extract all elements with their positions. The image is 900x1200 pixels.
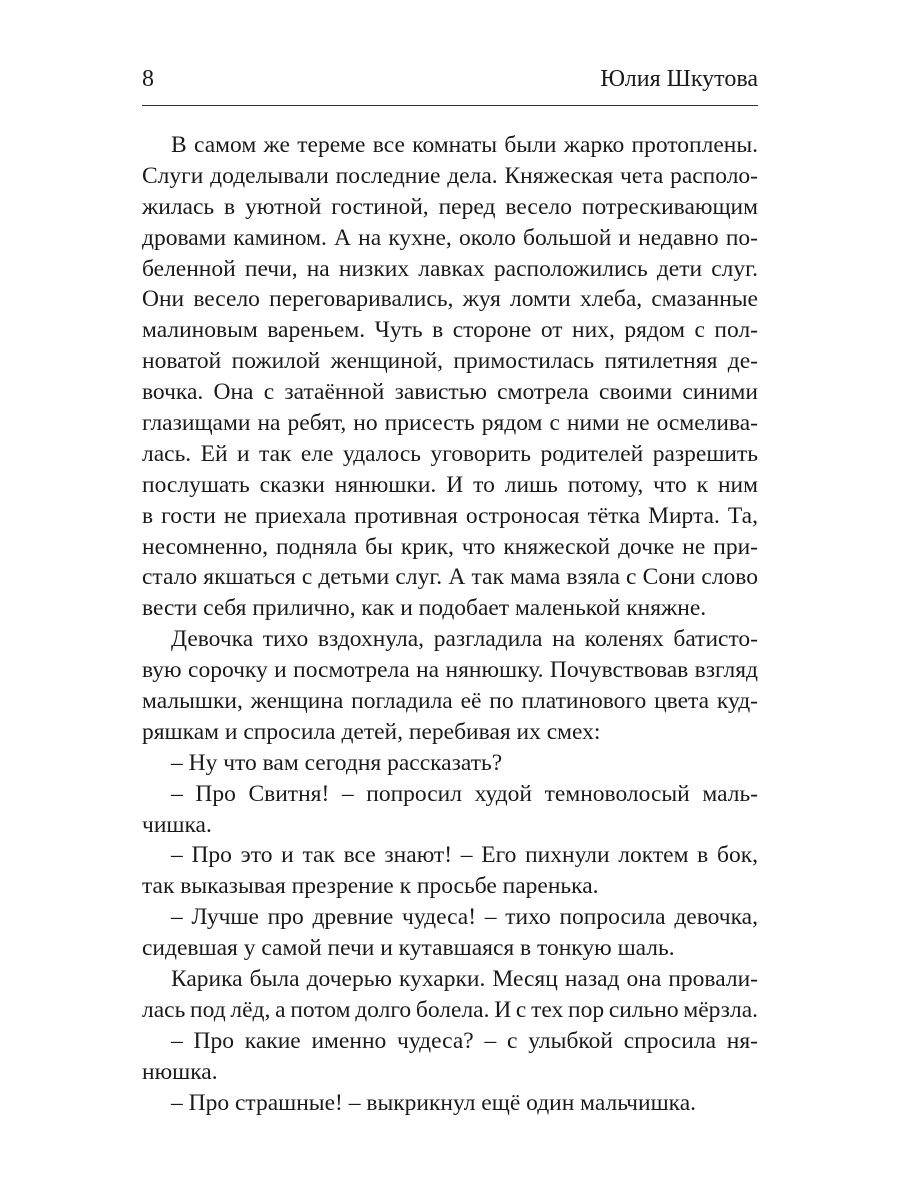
text-line-content: вести себя прилично, как и подобает маленькой княжне. — [142, 595, 707, 622]
text-line-content: – Ну что вам сегодня рассказать? — [171, 749, 503, 776]
text-line — [142, 315, 758, 346]
text-line — [142, 377, 758, 408]
text-line-content: в гости не приехала противная остроносая тётка Мирта. Та, — [142, 502, 758, 529]
text-line-content: Девочка тихо вздохнула, разгладила на коленях батисто- — [171, 626, 758, 653]
text-line — [142, 655, 758, 686]
page-header — [142, 66, 758, 98]
text-line-content: вочка. Она с затаённой завистью смотрела своими синими — [142, 379, 758, 406]
text-line-content: несомненно, подняла бы крик, что княжеской дочке не при- — [142, 533, 758, 560]
text-line — [142, 346, 758, 377]
text-line-content: В самом же тереме все комнаты были жарко протоплены. — [171, 132, 758, 158]
text-line-content: вую сорочку и посмотрела на нянюшку. Почувствовав взгляд — [142, 657, 758, 684]
text-line-content: Слуги доделывали последние дела. Княжеская чета располо- — [142, 162, 758, 189]
text-line — [142, 223, 758, 254]
text-line-content: Карика была дочерью кухарки. Месяц назад она провали- — [171, 966, 758, 993]
text-line — [142, 470, 758, 501]
text-line — [142, 624, 758, 655]
text-line-content: сидевшая у самой печи и кутавшаяся в тонкую шаль. — [142, 935, 675, 962]
text-line — [142, 840, 758, 871]
text-line-content: нюшка. — [142, 1058, 218, 1085]
text-line — [142, 933, 758, 964]
text-line-content: лась под лёд, а потом долго болела. И с тех пор сильно мёрзла. — [142, 996, 758, 1023]
page-number: 8 — [142, 66, 154, 92]
text-line-content: глазищами на ребят, но присесть рядом с ними не осмелива- — [142, 410, 758, 437]
text-line-content: дровами камином. А на кухне, около большой и недавно по- — [142, 224, 758, 251]
text-line — [142, 1057, 758, 1088]
text-line-content: Они весело переговаривались, жуя ломти хлеба, смазанные — [142, 286, 758, 313]
text-line — [142, 593, 758, 624]
text-line — [142, 995, 758, 1026]
text-line — [142, 717, 758, 748]
text-line-content: ряшкам и спросила детей, перебивая их смех: — [142, 718, 601, 745]
text-line — [142, 810, 758, 841]
text-line — [142, 532, 758, 563]
text-line — [142, 748, 758, 779]
page-body-text — [142, 130, 758, 1119]
text-line — [142, 501, 758, 532]
text-line — [142, 562, 758, 593]
text-line-content: малиновым вареньем. Чуть в стороне от них, рядом с пол- — [142, 317, 758, 344]
text-line-content: – Лучше про древние чудеса! – тихо попросила девочка, — [171, 904, 758, 931]
text-line-content: лась. Ей и так еле удалось уговорить родителей разрешить — [142, 440, 758, 467]
text-line — [142, 1026, 758, 1057]
text-line — [142, 871, 758, 902]
text-line-content: – Про какие именно чудеса? – с улыбкой спросила ня- — [171, 1027, 758, 1054]
text-line-content: – Про Свитня! – попросил худой темноволосый маль- — [171, 780, 758, 807]
text-line — [142, 902, 758, 933]
text-line — [142, 686, 758, 717]
text-line-content: так выказывая презрение к просьбе паренька. — [142, 873, 599, 900]
header-rule — [142, 105, 758, 106]
text-line — [142, 254, 758, 285]
text-line — [142, 1088, 758, 1119]
running-head-author: Юлия Шкутова — [600, 66, 758, 92]
text-line — [142, 130, 758, 161]
text-line — [142, 964, 758, 995]
text-line — [142, 439, 758, 470]
text-line — [142, 408, 758, 439]
text-line-content: малышки, женщина погладила её по платинового цвета куд- — [142, 688, 758, 715]
text-line-content: новатой пожилой женщиной, примостилась пятилетняя де- — [142, 348, 758, 375]
text-line-content: – Про это и так все знают! – Его пихнули локтем в бок, — [171, 842, 758, 869]
text-line — [142, 161, 758, 192]
text-line-content: беленной печи, на низких лавках расположились дети слуг. — [142, 255, 758, 282]
text-line-content: – Про страшные! – выкрикнул ещё один мальчишка. — [171, 1089, 697, 1116]
text-line-content: послушать сказки нянюшки. И то лишь потому, что к ним — [142, 471, 758, 498]
text-line — [142, 779, 758, 810]
text-line — [142, 192, 758, 223]
text-line-content: стало якшаться с детьми слуг. А так мама взяла с Сони слово — [142, 564, 758, 591]
text-line — [142, 284, 758, 315]
text-line-content: чишка. — [142, 811, 212, 838]
text-line-content: жилась в уютной гостиной, перед весело потрескивающим — [142, 193, 758, 220]
